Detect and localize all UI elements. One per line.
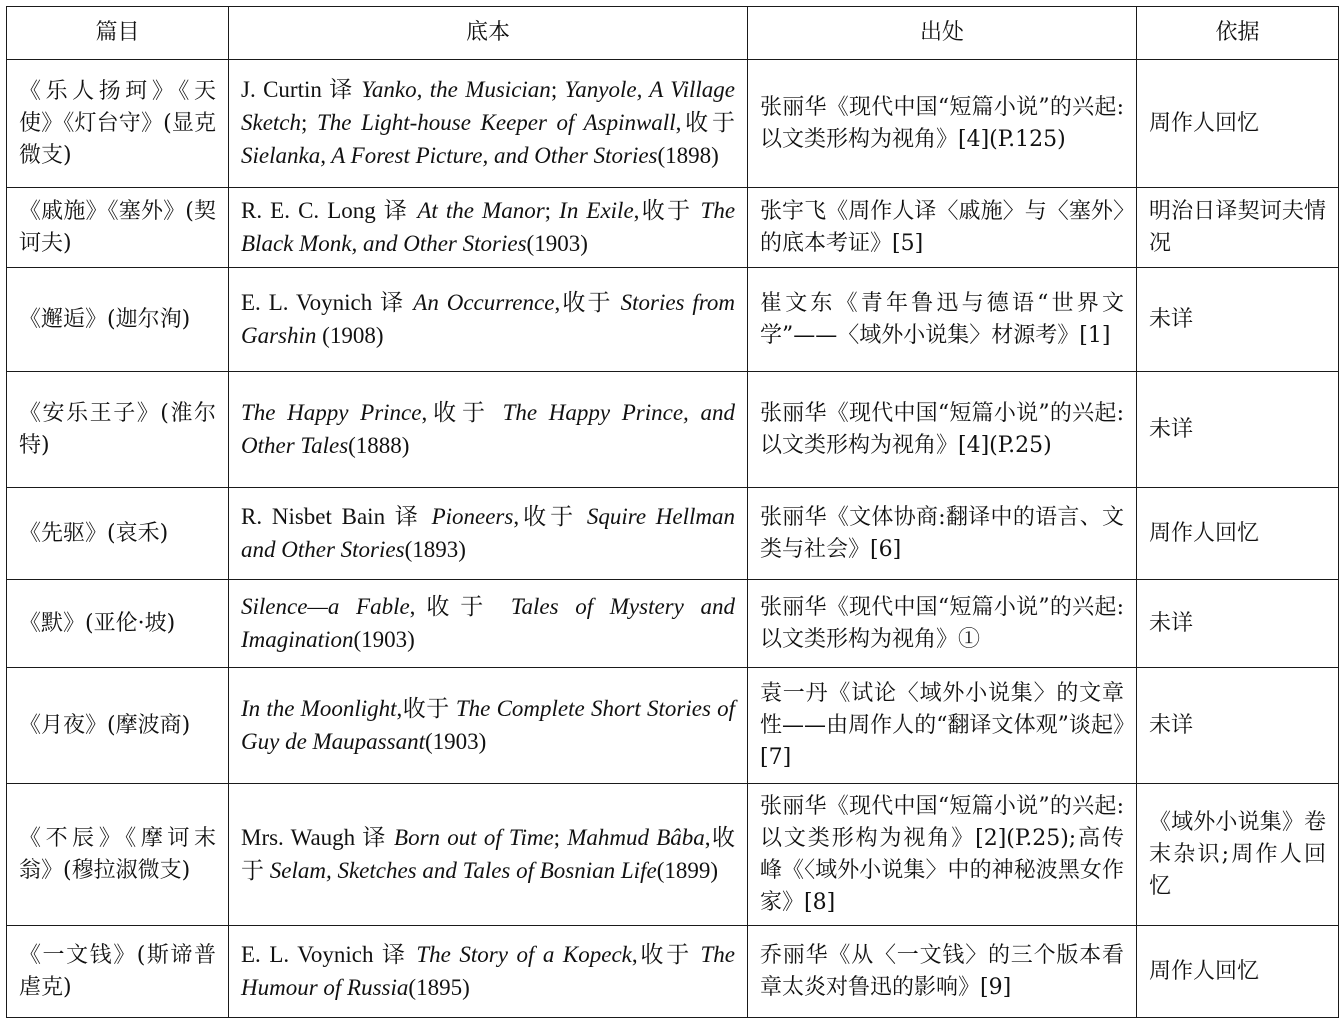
base-text: E. L. Voynich 译 [241, 941, 417, 967]
base-italic-title: Pioneers [431, 503, 514, 529]
base-text: ; [553, 824, 568, 850]
table-row [7, 188, 1339, 268]
source-table [6, 6, 1339, 1018]
base-text: ,收于 [631, 941, 701, 967]
base-italic-title: At the Manor [417, 197, 545, 223]
base-italic-title: The Black Monk, and Other Stories [241, 197, 736, 256]
base-italic-title: The Story of a Kopeck [416, 941, 632, 967]
cell-base [229, 188, 748, 268]
base-italic-title: Yanyole, A Village Sketch [241, 77, 735, 135]
table-row [7, 60, 1339, 188]
base-text: ,收于 [554, 289, 621, 315]
cell-title: 《安乐王子》(淮尔特) [7, 372, 229, 488]
cell-title: 《默》(亚伦·坡) [7, 580, 229, 668]
cell-basis: 周作人回忆 [1137, 926, 1339, 1018]
cell-source: 张丽华《现代中国“短篇小说”的兴起:以文类形构为视角》[4](P.25) [748, 372, 1137, 488]
base-text: (1903) [353, 626, 415, 652]
base-text: ,收于 [396, 695, 456, 721]
cell-title: 《戚施》《塞外》(契诃夫) [7, 188, 229, 268]
cell-base [229, 926, 748, 1018]
base-text: ; [550, 77, 565, 102]
header-title: 篇目 [7, 7, 229, 60]
base-text: (1903) [526, 230, 588, 256]
base-text: E. L. Voynich 译 [241, 289, 414, 315]
cell-basis: 《域外小说集》卷末杂识;周作人回忆 [1137, 784, 1339, 926]
base-text: ; [544, 197, 560, 223]
base-italic-title: Squire Hellman and Other Stories [241, 503, 735, 562]
base-text: (1908) [316, 322, 384, 348]
cell-basis: 未详 [1137, 372, 1339, 488]
cell-base [229, 372, 748, 488]
base-italic-title: The Happy Prince, and Other Tales [241, 399, 735, 458]
cell-title: 《不辰》《摩诃末翁》(穆拉淑微支) [7, 784, 229, 926]
table-row [7, 268, 1339, 372]
base-italic-title: In Exile [559, 197, 634, 223]
table-row [7, 784, 1339, 926]
table-row [7, 926, 1339, 1018]
cell-basis: 未详 [1137, 668, 1339, 784]
table-row [7, 372, 1339, 488]
cell-source: 张宇飞《周作人译〈戚施〉与〈塞外〉的底本考证》[5] [748, 188, 1137, 268]
cell-title: 《邂逅》(迦尔洵) [7, 268, 229, 372]
cell-title: 《一文钱》(斯谛普虐克) [7, 926, 229, 1018]
base-italic-title: Yanko, the Musician [361, 77, 551, 102]
cell-basis: 周作人回忆 [1137, 488, 1339, 580]
base-italic-title: In the Moonlight [241, 695, 397, 721]
cell-title: 《月夜》(摩波商) [7, 668, 229, 784]
base-text: ,收于 [633, 197, 701, 223]
base-text: R. Nisbet Bain 译 [241, 503, 432, 529]
cell-base [229, 488, 748, 580]
cell-source: 袁一丹《试论〈域外小说集〉的文章性——由周作人的“翻译文体观”谈起》[7] [748, 668, 1137, 784]
base-italic-title: The Humour of Russia [241, 941, 735, 1000]
base-text: Mrs. Waugh 译 [241, 824, 395, 850]
base-italic-title: Mahmud Bâba [567, 824, 705, 850]
base-text: ,收于 [409, 593, 511, 619]
table-row [7, 580, 1339, 668]
base-italic-title: Born out of Time [394, 824, 554, 850]
header-basis: 依据 [1137, 7, 1339, 60]
cell-basis: 未详 [1137, 268, 1339, 372]
cell-base [229, 784, 748, 926]
cell-title: 《先驱》(哀禾) [7, 488, 229, 580]
cell-source: 乔丽华《从〈一文钱〉的三个版本看章太炎对鲁迅的影响》[9] [748, 926, 1137, 1018]
base-italic-title: Tales of Mystery and Imagination [241, 593, 735, 652]
cell-source: 张丽华《现代中国“短篇小说”的兴起:以文类形构为视角》[2](P.25);高传峰《〈域外小说集〉中的神秘波黑女作家》[8] [748, 784, 1137, 926]
base-text: (1898) [657, 143, 719, 168]
base-italic-title: The Happy Prince [241, 399, 422, 425]
base-italic-title: The Complete Short Stories of Guy de Maupassant [241, 695, 735, 754]
cell-source: 张丽华《现代中国“短篇小说”的兴起:以文类形构为视角》[4](P.125) [748, 60, 1137, 188]
base-text: (1888) [348, 432, 410, 458]
base-italic-title: Selam, Sketches and Tales of Bosnian Life [269, 857, 657, 883]
base-italic-title: An Occurrence [413, 289, 555, 315]
header-row [7, 7, 1339, 60]
cell-source: 崔文东《青年鲁迅与德语“世界文学”——〈域外小说集〉材源考》[1] [748, 268, 1137, 372]
base-text: ,收于 [241, 824, 735, 883]
base-text: ,收于 [675, 110, 735, 135]
base-text: (1893) [404, 536, 466, 562]
cell-basis: 未详 [1137, 580, 1339, 668]
base-text: J. Curtin 译 [241, 77, 362, 102]
table-row [7, 488, 1339, 580]
base-text: ,收于 [421, 399, 503, 425]
base-text: (1895) [408, 974, 470, 1000]
table-body [7, 60, 1339, 1018]
cell-base [229, 580, 748, 668]
base-text: R. E. C. Long 译 [241, 197, 418, 223]
base-text: (1899) [656, 857, 719, 883]
table-row [7, 668, 1339, 784]
cell-base [229, 668, 748, 784]
cell-source: 张丽华《现代中国“短篇小说”的兴起:以文类形构为视角》① [748, 580, 1137, 668]
base-italic-title: Silence—a Fable [241, 593, 410, 619]
cell-basis: 周作人回忆 [1137, 60, 1339, 188]
cell-basis: 明治日译契诃夫情况 [1137, 188, 1339, 268]
header-source: 出处 [748, 7, 1137, 60]
cell-base [229, 60, 748, 188]
base-italic-title: The Light-house Keeper of Aspinwall [316, 110, 676, 135]
header-base: 底本 [229, 7, 748, 60]
base-italic-title: Stories from Garshin [241, 289, 736, 348]
cell-title: 《乐人扬珂》《天使》《灯台守》(显克微支) [7, 60, 229, 188]
base-text: ; [301, 110, 317, 135]
base-italic-title: Sielanka, A Forest Picture, and Other Stories [241, 143, 658, 168]
cell-source: 张丽华《文体协商:翻译中的语言、文类与社会》[6] [748, 488, 1137, 580]
cell-base [229, 268, 748, 372]
base-text: ,收于 [513, 503, 587, 529]
base-text: (1903) [424, 728, 487, 754]
